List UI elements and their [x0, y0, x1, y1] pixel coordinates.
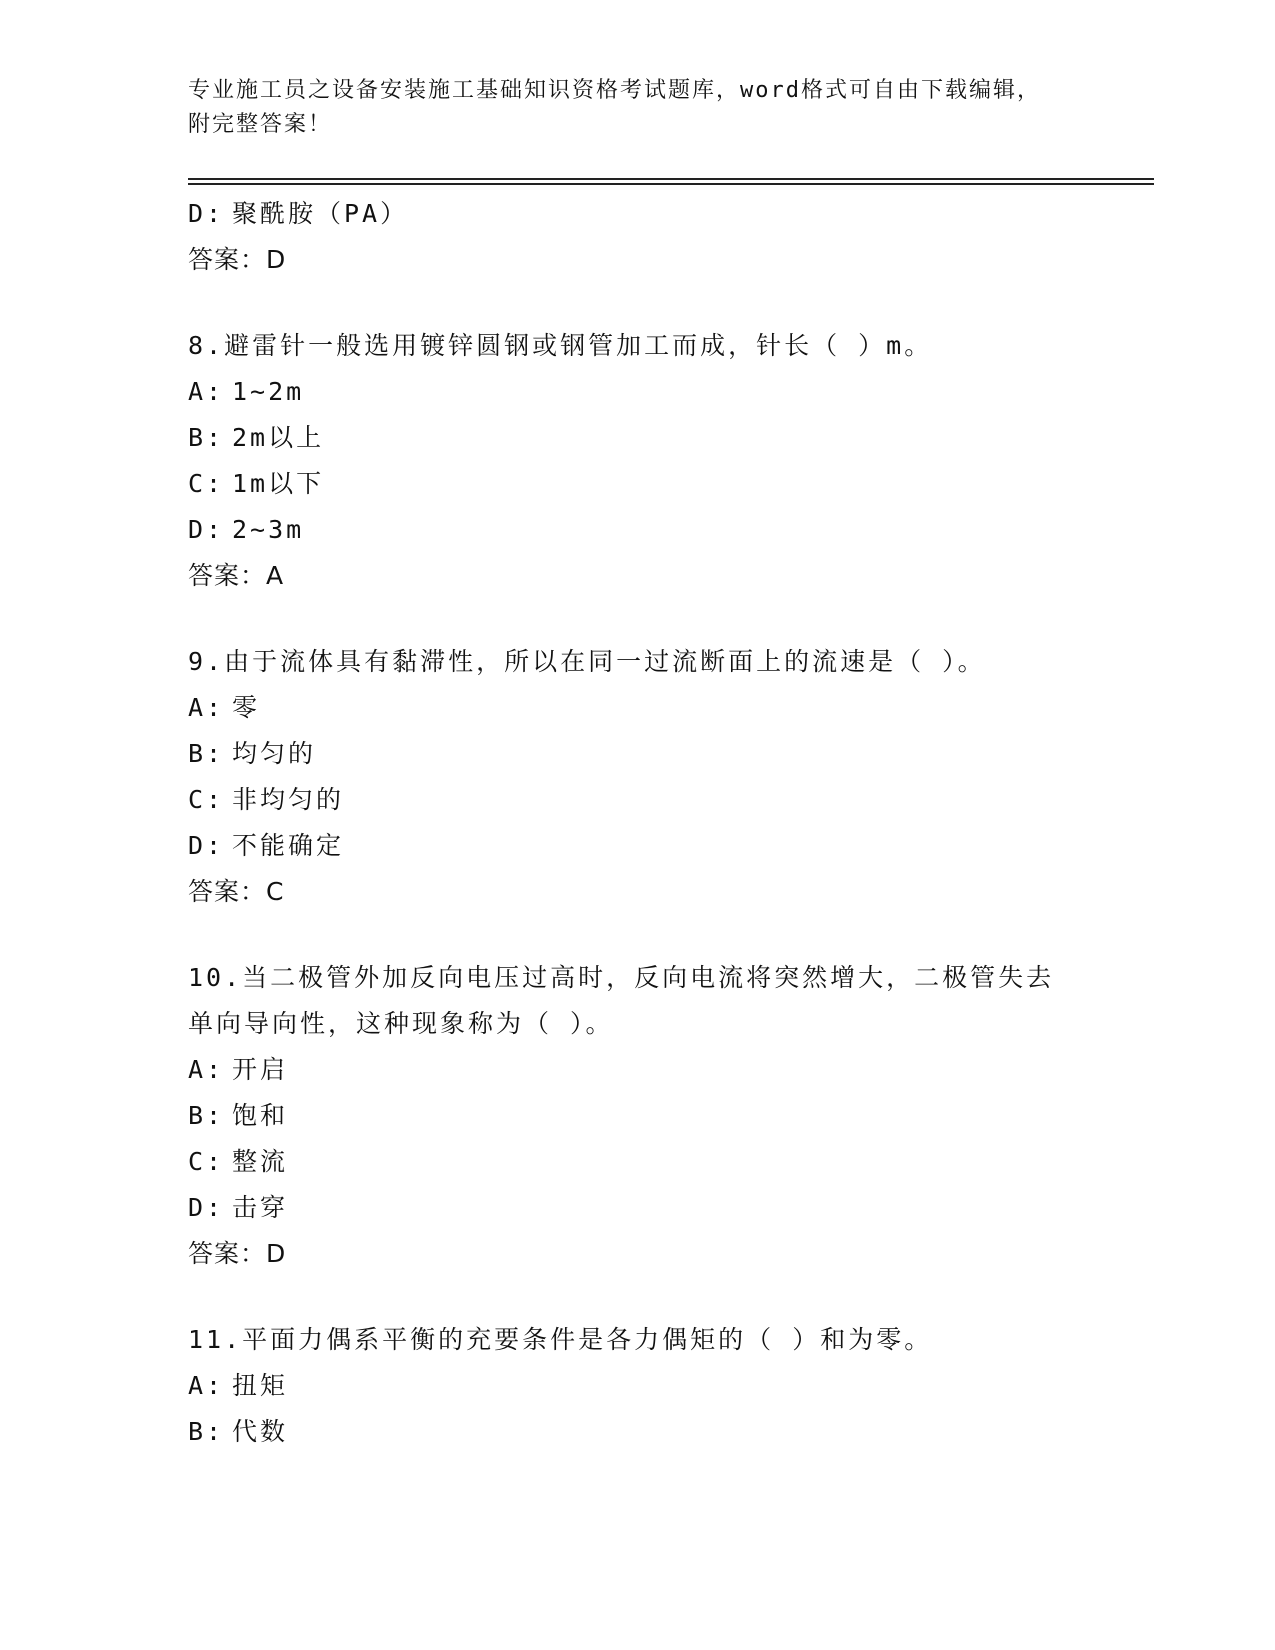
option-c	[188, 1139, 1068, 1185]
option-letter: D:	[188, 831, 225, 860]
option-letter: D:	[188, 199, 225, 228]
option-letter: A:	[188, 1055, 225, 1084]
question-text: 9.由于流体具有黏滞性，所以在同一过流断面上的流速是（ ）。	[188, 647, 986, 676]
option-text: 非均匀的	[232, 785, 345, 814]
option-a	[188, 369, 1068, 415]
header-line-2: 附完整答案！	[188, 112, 333, 137]
option-text: 2~3m	[232, 515, 305, 544]
option-text: 1m以下	[232, 469, 325, 498]
option-text: 2m以上	[232, 423, 325, 452]
option-c	[188, 461, 1068, 507]
option-text: 饱和	[232, 1101, 289, 1130]
question-text: 8.避雷针一般选用镀锌圆钢或钢管加工而成，针长（ ）m。	[188, 331, 933, 360]
option-b	[188, 731, 1068, 777]
answer: 答案：A	[188, 561, 285, 590]
question-9	[188, 639, 1068, 915]
option-letter: D:	[188, 1193, 225, 1222]
option-letter: B:	[188, 423, 225, 452]
option-a	[188, 1363, 1068, 1409]
question-10	[188, 955, 1068, 1277]
option-text: 整流	[232, 1147, 289, 1176]
option-letter: B:	[188, 1417, 225, 1446]
option-letter: C:	[188, 785, 225, 814]
option-text: 不能确定	[232, 831, 345, 860]
option-letter: A:	[188, 1371, 225, 1400]
question-text-line-2: 单向导向性，这种现象称为（ ）。	[188, 1009, 614, 1038]
option-b	[188, 1093, 1068, 1139]
option-letter: D:	[188, 515, 225, 544]
option-c	[188, 777, 1068, 823]
question-11	[188, 1317, 1068, 1455]
option-letter: C:	[188, 1147, 225, 1176]
question-prev	[188, 191, 1068, 283]
spacer	[188, 915, 1068, 955]
option-d	[188, 1185, 1068, 1231]
option-letter: A:	[188, 377, 225, 406]
answer: 答案：C	[188, 877, 285, 906]
answer: 答案：D	[188, 1239, 287, 1268]
document-header	[188, 74, 1068, 142]
option-letter: B:	[188, 739, 225, 768]
option-a	[188, 685, 1068, 731]
option-text: 扭矩	[232, 1371, 289, 1400]
option-d	[188, 823, 1068, 869]
question-text-line-1: 10.当二极管外加反向电压过高时，反向电流将突然增大，二极管失去	[188, 963, 1055, 992]
header-divider-bottom	[188, 183, 1154, 185]
option-letter: A:	[188, 693, 225, 722]
option-d	[188, 191, 1068, 237]
option-text: 代数	[232, 1417, 289, 1446]
option-letter: C:	[188, 469, 225, 498]
option-text: 零	[232, 693, 261, 722]
header-line-1: 专业施工员之设备安装施工基础知识资格考试题库，word格式可自由下载编辑，	[188, 78, 1041, 103]
question-text: 11.平面力偶系平衡的充要条件是各力偶矩的（ ）和为零。	[188, 1325, 933, 1354]
option-text: 聚酰胺（PA）	[232, 199, 409, 228]
option-b	[188, 415, 1068, 461]
option-d	[188, 507, 1068, 553]
spacer	[188, 599, 1068, 639]
answer: 答案：D	[188, 245, 287, 274]
option-letter: B:	[188, 1101, 225, 1130]
question-8	[188, 323, 1068, 599]
option-a	[188, 1047, 1068, 1093]
spacer	[188, 283, 1068, 323]
option-text: 开启	[232, 1055, 289, 1084]
question-list	[188, 191, 1068, 1455]
option-b	[188, 1409, 1068, 1455]
option-text: 1~2m	[232, 377, 305, 406]
spacer	[188, 1277, 1068, 1317]
header-divider-top	[188, 178, 1154, 180]
option-text: 均匀的	[232, 739, 317, 768]
option-text: 击穿	[232, 1193, 289, 1222]
